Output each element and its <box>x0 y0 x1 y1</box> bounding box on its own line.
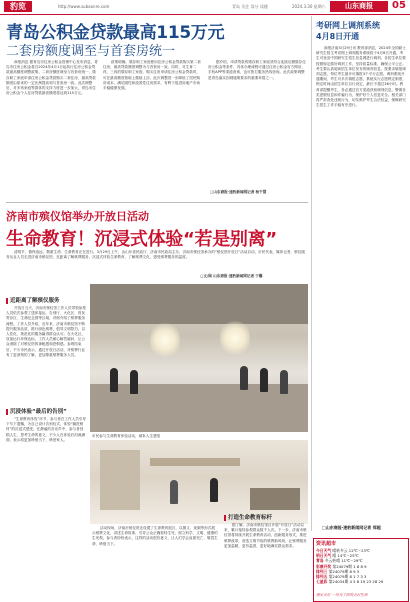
section3-body-a: 活动现场，济南市殡仪馆还设置了生命教育展区，以图文、视频等形式展示殡葬文化，讲述生命故事，引导公众正确看待生死，树立科学、文明、健康的生死观。参与者纷纷表示，这样的活动很有意义，让人们学会直面死亡、敬畏生命、珍惜当下。 <box>92 526 218 546</box>
section3-body-b: 据了解，济南市殡仪馆自开展“开放日”活动以来，累计接待参观群众数千人次。下一步，济南市殡仪馆将持续开展生命教育活动，创新服务形式，推进殡葬改革，营造文明节俭的殡葬新风尚，让殡葬服务更加温暖、更有温度，更好地满足群众需求。 <box>224 523 307 548</box>
event-photo <box>90 284 308 432</box>
info-box-rows <box>316 548 406 584</box>
person-figure <box>130 370 138 394</box>
section1-title: 近距离了解殡仪服务 <box>6 296 60 304</box>
story2-headline: 生命教育！沉浸式体验“若是别离” <box>6 229 277 250</box>
right-body: 商报济南3月29日讯 教育部消息，2024年全国硕士研究生招生考试网上调剂服务系统将于4月8日开通，考生可登录中国研究生招生信息网进行调剂。各招生单位要按照规定做好调剂工作，坚持质量标准，确保公平公正。考生要认真阅读招生单位发布的调剂信息，按要求填报调剂志愿，每位考生最多可填报3个平行志愿。调剂系统开通期间，考生可多次填报志愿，系统实行志愿锁定制度，锁定时间由招生单位自行设定，最长不超过36小时。教育部提醒考生，务必通过官方渠道获取调剂信息，警惕各类虚假信息和诈骗行为，保护好个人信息安全。相关部门将严肃查处违规行为，切实维护考生合法权益，保障研究生招生工作平稳有序进行。 <box>316 46 406 108</box>
website-url[interactable]: http://www.subaonre.com <box>58 4 110 9</box>
person-figure <box>170 480 178 504</box>
info-row: 今日天气 晴转多云 12℃~23℃ <box>316 548 371 553</box>
header-nav: 青岛 关注 读分 读楼 <box>232 4 268 9</box>
story1-subhead: 二套房额度调至与首套房统一 <box>6 44 176 59</box>
info-row: 七星彩 第24034期 4 5 8 19 23 28 29 <box>316 579 384 585</box>
info-box-footer: 遇见美好 一切为了你的美好生活 <box>316 593 368 597</box>
experience-photo <box>90 440 308 524</box>
light-fixture <box>220 318 250 358</box>
section-title: 山东商报 <box>330 1 388 12</box>
info-row: 排列三 第24079期 8 9 3 <box>316 568 360 574</box>
column-divider <box>311 16 312 531</box>
light-fixture <box>150 320 180 360</box>
story1-headline: 青岛公积金贷款最高115万元 <box>6 23 225 43</box>
info-row: 明日天气 晴 14℃~25℃ <box>316 553 359 559</box>
story1-col3: 据介绍，申请贷款的缴存职工家庭须符合连续足额缴存住房公积金等条件，具体办理流程可通过住房公积金官方网站、手机APP等渠道查询，也可拨打服务热线咨询。此次政策调整是青岛落实因城施策要求的重要举措之一。 <box>208 60 306 80</box>
story-divider <box>6 202 308 203</box>
floor <box>90 384 308 432</box>
masthead-logo: 豹览 <box>4 1 32 12</box>
story2-lede: 清明节、慎终追远、敬重生命、生命教育正在进行。3月29日上午，由山东省民政厅、济南市民政局主办，济南市殡仪馆承办的“殡仪馆开放日”活动启动，市民代表、媒体记者、殡仪服务从业人员走进济南市殡仪馆，近距离了解殡葬服务，沉浸式体验生命教育，了解殡葬文化，感受殡葬服务的温度。 <box>6 250 305 260</box>
page-number: 05 <box>392 0 406 11</box>
person-figure <box>110 368 118 392</box>
story1-col2: 政策明确，缴存职工家庭使用住房公积金贷款购买第二套住房，最高贷款额度调整为与首套房一致。同时，对生育二孩、三孩的缴存职工家庭，购买住房申请住房公积金贷款时，可在最高额度基础上继续上浮。此次调整进一步降低了居民购房成本，满足刚性和改善性住房需求，有利于促进房地产市场平稳健康发展。 <box>103 60 201 91</box>
right-headline-line2: 4月8日开通 <box>316 32 360 41</box>
exhibit-panel <box>100 450 140 510</box>
person-figure <box>240 366 248 390</box>
banner <box>150 458 240 466</box>
person-figure <box>280 370 288 394</box>
info-row: 排列五 第24079期 8 1 7 3 3 <box>316 574 367 580</box>
section3-title: 打造生命教育标杆 <box>224 513 272 521</box>
story1-col1: 商报消息 据青岛市住房公积金管理中心发布消息，青岛市住房公积金将自2024年4月1日起执行住房公积金贷款最高额度调整政策。二套房额度调至与首套房统一，缴存职工家庭申请住房公积金贷款购买二套住房，最高贷款额度由原来的一定比例提高到与首套房一致。此次调整后，对多孩家庭等群体的支持力度进一步加大，青岛市住房公积金个人住房贷款最高额度将达到115万元。 <box>6 60 98 96</box>
photo-caption: 市民参与生命教育体验活动，倾诉人生感悟 <box>92 434 161 438</box>
section2-title: 沉浸体验“最后的告别” <box>6 407 67 415</box>
person-figure <box>210 478 218 502</box>
section2-body: “生命教育体验”环节，参与者在工作人员引导下写下遗嘱，为自己设计告别仪式，体验“躺进棺材”的沉浸式感受。在静谧的音乐声中，参与者回顾人生，思考生命的意义。不少人在体验后泪流满面，表示将更加珍惜当下，珍爱家人。 <box>6 417 86 442</box>
info-row: 彩票开奖 第24079期 1 8 8 9 <box>316 563 367 569</box>
info-box-title: 资讯超市 <box>316 541 337 547</box>
issue-date: 2024.3.30 星期六 <box>292 4 326 9</box>
right-byline: □山东商报·速豹新闻网记者 郑超 <box>322 525 381 530</box>
section1-body: 开放日当天，济南市殡仪馆工作人员带领参观人员依次参观了遗体接运、告别厅、火化区、骨灰寄存区、生命纪念园等区域，详细介绍了殡葬服务流程。工作人员介绍，近年来，济南市殡仪馆不断提升服务品质，推行绿色殡葬，倡导文明祭扫，以人性化、规范化的服务赢得群众认可。在火化区，设备运行环保达标，工作人员耐心解答疑问，让公众消除了对殡仪馆的神秘感和恐惧感。参观结束后，不少市民表示，通过开放日活动，对殡葬行业有了更深刻的了解，更加尊重殡葬服务人员。 <box>6 306 86 357</box>
casket-display <box>250 488 300 510</box>
story1-byline: □山东商报·速豹新闻网记者 杨千慧 <box>210 190 267 194</box>
story2-byline: □文/图 山东商报·速豹新闻网记者 于馨 <box>200 274 263 278</box>
stage-backdrop <box>90 284 308 324</box>
info-row: 青岛 多云转晴 11℃~29℃ <box>316 558 363 564</box>
person-figure <box>260 368 268 392</box>
story2-kicker: 济南市殡仪馆举办开放日活动 <box>6 210 149 223</box>
right-headline-line1: 考研网上调剂系统 <box>316 21 380 30</box>
